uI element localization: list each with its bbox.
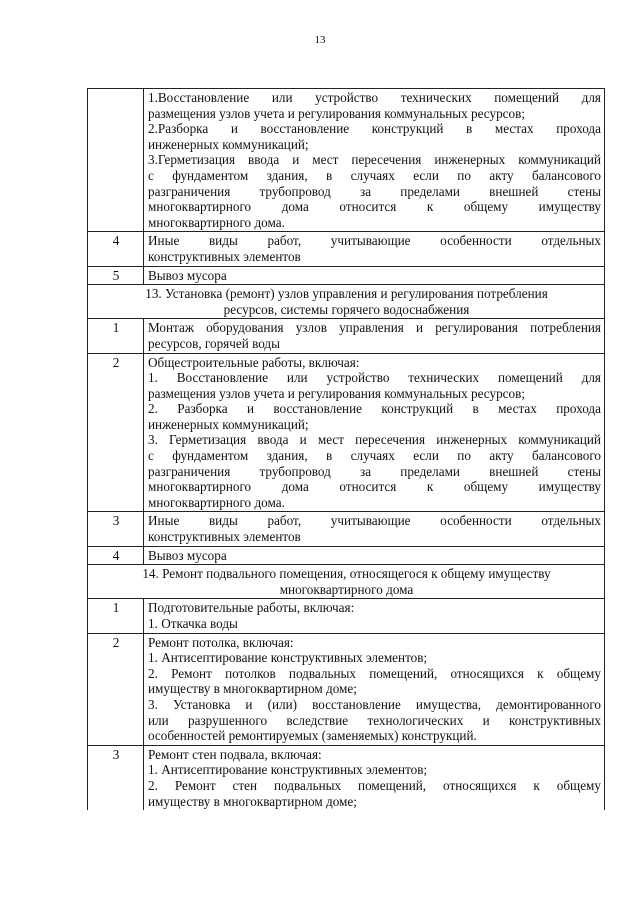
item-number: 3 (88, 745, 144, 810)
description-line: имуществу в многоквартирном доме; (148, 681, 357, 697)
description-line: 2. Ремонт потолков подвальных помещений, относящихся к общему (148, 665, 601, 681)
description-line: с фундаментом здания, в случаях если по акту балансового (148, 448, 601, 464)
table-row (88, 232, 605, 266)
table-row (88, 546, 605, 565)
item-number: 5 (88, 266, 144, 285)
description-line: инженерных коммуникаций; (148, 136, 309, 152)
item-number: 2 (88, 633, 144, 745)
section-header-row (88, 285, 605, 319)
table-row (88, 512, 605, 546)
table-row (88, 633, 605, 745)
section-title-line: 14. Ремонт подвального помещения, относящегося к общему имуществу (142, 566, 551, 582)
item-description (144, 599, 605, 633)
section-title (88, 565, 605, 599)
description-line: или разрушенного вследствие технологических и конструктивных (148, 712, 601, 728)
description-line: 3. Герметизация ввода и мест пересечения инженерных коммуникаций (148, 432, 601, 448)
item-description (144, 633, 605, 745)
item-number: 1 (88, 599, 144, 633)
table-row (88, 353, 605, 512)
description-line: Иные виды работ, учитывающие особенности отдельных (148, 513, 601, 529)
description-line: 1. Откачка воды (148, 616, 238, 631)
description-line: 2. Ремонт стен подвальных помещений, относящихся к общему (148, 777, 601, 793)
item-description (144, 232, 605, 266)
description-line: 3. Установка и (или) восстановление имущества, демонтированного (148, 696, 601, 712)
description-line: Подготовительные работы, включая: (148, 600, 355, 616)
description-line: размещения узлов учета и регулирования коммунальных ресурсов; (148, 385, 526, 401)
description-line: 1. Антисептирование конструктивных элементов; (148, 762, 428, 778)
description-line: Вывоз мусора (148, 547, 227, 563)
table-row (88, 266, 605, 285)
section-title-line: ресурсов, системы горячего водоснабжения (223, 301, 470, 317)
item-description (144, 89, 605, 232)
item-number: 4 (88, 546, 144, 565)
description-line: многоквартирного дома. (148, 494, 285, 510)
section-title-line: многоквартирного дома (279, 581, 414, 597)
description-line: Ремонт потолка, включая: (148, 634, 294, 650)
description-line: Иные виды работ, учитывающие особенности отдельных (148, 233, 601, 249)
description-line: ресурсов, горячей воды (148, 335, 281, 351)
description-line: разграничения трубопровод за пределами внешней стены (148, 463, 601, 479)
table-row (88, 89, 605, 232)
item-number: 3 (88, 512, 144, 546)
description-line: Монтаж оборудования узлов управления и регулирования потребления (148, 320, 601, 336)
works-table (87, 88, 605, 810)
description-line: с фундаментом здания, в случаях если по акту балансового (148, 167, 601, 183)
description-line: 1. Антисептирование конструктивных элементов; (148, 650, 428, 666)
description-line: многоквартирного дома относится к общему имуществу (148, 199, 601, 215)
table-row (88, 599, 605, 633)
item-number (88, 89, 144, 232)
description-line: 1. Восстановление или устройство технических помещений для (148, 370, 601, 386)
description-line: разграничения трубопровод за пределами внешней стены (148, 183, 601, 199)
item-description (144, 353, 605, 512)
description-line: многоквартирного дома относится к общему имуществу (148, 479, 601, 495)
item-description (144, 745, 605, 810)
item-number: 2 (88, 353, 144, 512)
description-line: имуществу в многоквартирном доме; (148, 793, 357, 809)
item-description (144, 512, 605, 546)
description-line: размещения узлов учета и регулирования коммунальных ресурсов; (148, 105, 526, 121)
item-description (144, 319, 605, 353)
item-number: 4 (88, 232, 144, 266)
description-line: конструктивных элементов (148, 529, 301, 545)
description-line: 2. Разборка и восстановление конструкций в местах прохода (148, 401, 601, 417)
item-description (144, 266, 605, 285)
description-line: многоквартирного дома. (148, 214, 285, 230)
description-line: 1.Восстановление или устройство технических помещений для (148, 90, 601, 105)
description-line: Вывоз мусора (148, 267, 227, 283)
item-number: 1 (88, 319, 144, 353)
page-number: 13 (314, 34, 326, 46)
item-description (144, 546, 605, 565)
description-line: инженерных коммуникаций; (148, 416, 309, 432)
description-line: конструктивных элементов (148, 248, 301, 264)
description-line: 2.Разборка и восстановление конструкций в местах прохода (148, 121, 601, 137)
description-line: Ремонт стен подвала, включая: (148, 746, 322, 762)
description-line: особенностей ремонтируемых (заменяемых) конструкций. (148, 728, 477, 744)
description-line: 3.Герметизация ввода и мест пересечения инженерных коммуникаций (148, 152, 601, 168)
description-line: Общестроительные работы, включая: (148, 354, 360, 370)
table-row (88, 745, 605, 810)
table-row (88, 319, 605, 353)
section-title (88, 285, 605, 319)
section-header-row (88, 565, 605, 599)
section-title-line: 13. Установка (ремонт) узлов управления и регулирования потребления (145, 286, 548, 302)
